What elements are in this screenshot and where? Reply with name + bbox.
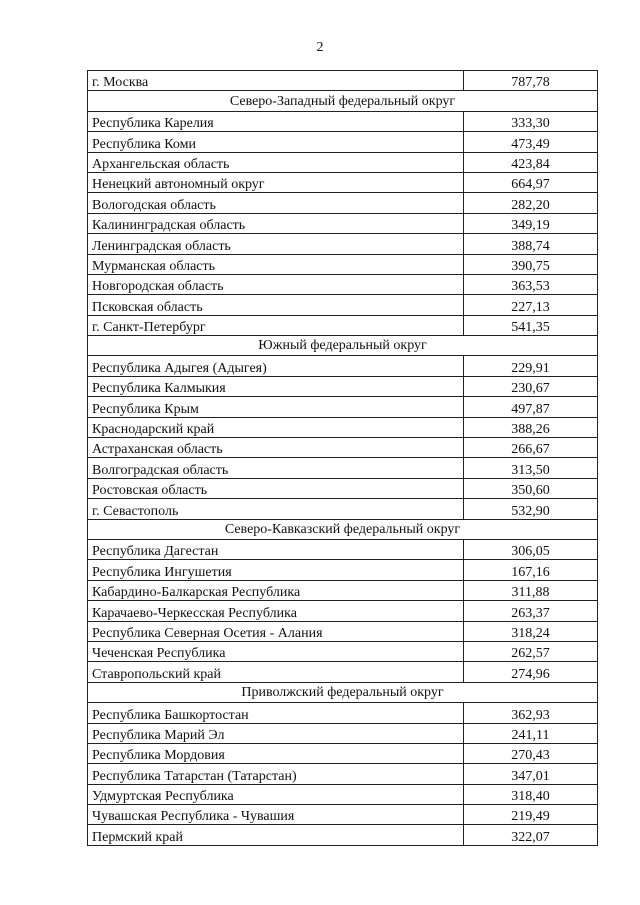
region-value: 787,78 [464, 71, 598, 91]
region-name: Новгородская область [88, 274, 464, 294]
region-value: 541,35 [464, 315, 598, 335]
region-value: 262,57 [464, 641, 598, 661]
region-name: Республика Крым [88, 397, 464, 417]
region-value: 347,01 [464, 764, 598, 784]
region-value: 318,40 [464, 784, 598, 804]
table-row [88, 111, 598, 131]
table-row [88, 784, 598, 804]
region-value: 167,16 [464, 560, 598, 580]
region-value: 311,88 [464, 580, 598, 600]
table-row [88, 499, 598, 519]
region-name: Ненецкий автономный округ [88, 172, 464, 192]
table-row [88, 356, 598, 376]
region-value: 306,05 [464, 539, 598, 559]
district-name: Приволжский федеральный округ [88, 682, 598, 702]
region-name: Удмуртская Республика [88, 784, 464, 804]
region-value: 497,87 [464, 397, 598, 417]
region-value: 241,11 [464, 723, 598, 743]
table-row [88, 539, 598, 559]
region-name: Чеченская Республика [88, 641, 464, 661]
region-value: 388,74 [464, 234, 598, 254]
region-value: 333,30 [464, 111, 598, 131]
table-row [88, 274, 598, 294]
table-row [88, 152, 598, 172]
region-value: 270,43 [464, 743, 598, 763]
region-name: Республика Северная Осетия - Алания [88, 621, 464, 641]
region-value: 390,75 [464, 254, 598, 274]
region-value: 532,90 [464, 499, 598, 519]
region-value: 322,07 [464, 825, 598, 845]
region-name: г. Санкт-Петербург [88, 315, 464, 335]
region-name: Республика Ингушетия [88, 560, 464, 580]
region-name: г. Севастополь [88, 499, 464, 519]
region-name: Чувашская Республика - Чувашия [88, 805, 464, 825]
region-name: Республика Карелия [88, 111, 464, 131]
region-name: Псковская область [88, 295, 464, 315]
region-name: Республика Калмыкия [88, 376, 464, 396]
region-value: 274,96 [464, 662, 598, 682]
table-row [88, 172, 598, 192]
page-number: 2 [316, 40, 324, 55]
region-name: Краснодарский край [88, 417, 464, 437]
region-value: 313,50 [464, 458, 598, 478]
table-row [88, 478, 598, 498]
region-value: 263,37 [464, 601, 598, 621]
table-row [88, 764, 598, 784]
district-header-row [88, 91, 598, 111]
table-row [88, 132, 598, 152]
table-row [88, 805, 598, 825]
region-name: Республика Коми [88, 132, 464, 152]
district-header-row [88, 336, 598, 356]
region-value: 473,49 [464, 132, 598, 152]
region-name: Кабардино-Балкарская Республика [88, 580, 464, 600]
region-name: Республика Дагестан [88, 539, 464, 559]
regions-table [87, 70, 598, 846]
region-name: Астраханская область [88, 438, 464, 458]
district-name: Северо-Кавказский федеральный округ [88, 519, 598, 539]
district-name: Северо-Западный федеральный округ [88, 91, 598, 111]
region-value: 227,13 [464, 295, 598, 315]
table-row [88, 315, 598, 335]
table-row [88, 662, 598, 682]
region-name: Калининградская область [88, 213, 464, 233]
region-name: г. Москва [88, 71, 464, 91]
table-row [88, 234, 598, 254]
table-row [88, 254, 598, 274]
district-header-row [88, 682, 598, 702]
region-name: Карачаево-Черкесская Республика [88, 601, 464, 621]
region-name: Республика Марий Эл [88, 723, 464, 743]
region-value: 230,67 [464, 376, 598, 396]
regions-table-body [88, 71, 598, 846]
table-row [88, 641, 598, 661]
region-name: Республика Башкортостан [88, 703, 464, 723]
region-name: Вологодская область [88, 193, 464, 213]
region-name: Мурманская область [88, 254, 464, 274]
table-row [88, 438, 598, 458]
region-value: 282,20 [464, 193, 598, 213]
table-row [88, 825, 598, 845]
table-row [88, 458, 598, 478]
table-row [88, 397, 598, 417]
table-row [88, 213, 598, 233]
region-name: Республика Мордовия [88, 743, 464, 763]
region-value: 362,93 [464, 703, 598, 723]
table-row [88, 580, 598, 600]
table-row [88, 295, 598, 315]
region-name: Ленинградская область [88, 234, 464, 254]
region-name: Республика Адыгея (Адыгея) [88, 356, 464, 376]
table-row [88, 743, 598, 763]
district-header-row [88, 519, 598, 539]
region-value: 350,60 [464, 478, 598, 498]
region-value: 349,19 [464, 213, 598, 233]
region-value: 266,67 [464, 438, 598, 458]
table-row [88, 376, 598, 396]
table-row [88, 601, 598, 621]
table-row [88, 723, 598, 743]
table-row [88, 193, 598, 213]
region-value: 664,97 [464, 172, 598, 192]
region-value: 363,53 [464, 274, 598, 294]
region-name: Ростовская область [88, 478, 464, 498]
region-name: Архангельская область [88, 152, 464, 172]
table-row [88, 71, 598, 91]
region-name: Республика Татарстан (Татарстан) [88, 764, 464, 784]
region-value: 388,26 [464, 417, 598, 437]
region-value: 219,49 [464, 805, 598, 825]
region-name: Волгоградская область [88, 458, 464, 478]
region-value: 423,84 [464, 152, 598, 172]
region-name: Пермский край [88, 825, 464, 845]
district-name: Южный федеральный округ [88, 336, 598, 356]
table-row [88, 703, 598, 723]
table-row [88, 417, 598, 437]
region-name: Ставропольский край [88, 662, 464, 682]
table-row [88, 560, 598, 580]
region-value: 318,24 [464, 621, 598, 641]
table-row [88, 621, 598, 641]
region-value: 229,91 [464, 356, 598, 376]
